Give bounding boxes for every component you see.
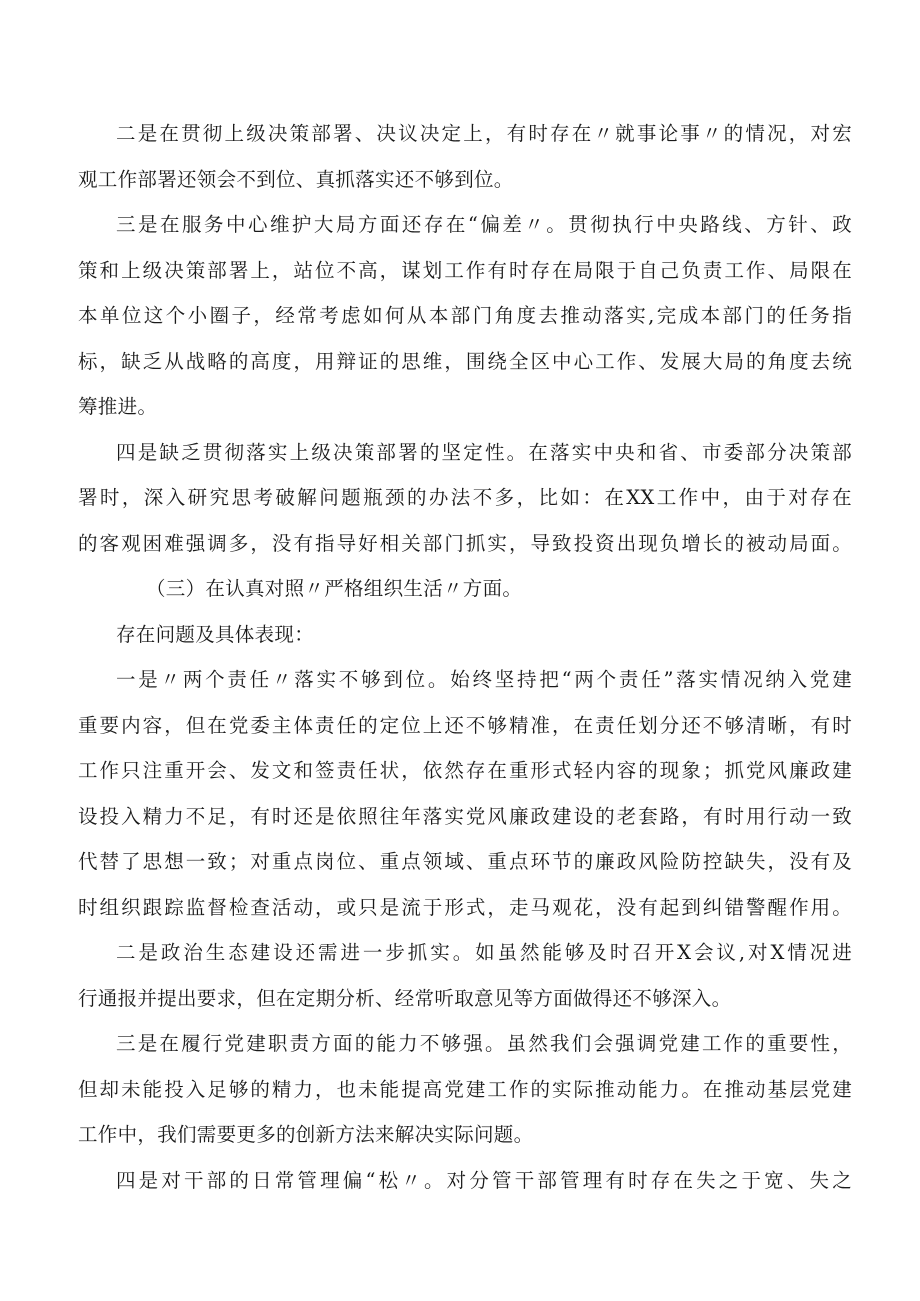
paragraph-line: 三是在服务中心维护大局方面还存在“偏差〃。贯彻执行中央路线、方针、政 bbox=[116, 213, 852, 236]
paragraph-line: 工作中，我们需要更多的创新方法来解决实际问题。 bbox=[78, 1123, 534, 1146]
paragraph-line: 四是缺乏贯彻落实上级决策部署的坚定性。在落实中央和省、市委部分决策部 bbox=[116, 441, 852, 464]
paragraph-line: 署时，深入研究思考破解问题瓶颈的办法不多，比如：在XX工作中，由于对存在 bbox=[78, 486, 852, 509]
paragraph-line: 策和上级决策部署上，站位不高，谋划工作有时存在局限于自己负责工作、局限在 bbox=[78, 259, 852, 282]
paragraph-line: 标，缺乏从战略的高度，用辩证的思维，围绕全区中心工作、发展大局的角度去统 bbox=[78, 350, 852, 373]
paragraph-line: 重要内容，但在党委主体责任的定位上还不够精准，在责任划分还不够清晰，有时 bbox=[78, 714, 852, 737]
paragraph-line: 工作只注重开会、发文和签责任状，依然存在重形式轻内容的现象；抓党风廉政建 bbox=[78, 759, 852, 782]
paragraph-line: 行通报并提出要求，但在定期分析、经常听取意见等方面做得还不够深入。 bbox=[78, 987, 732, 1010]
paragraph-line: 一是〃两个责任〃落实不够到位。始终坚持把“两个责任”落实情况纳入党建 bbox=[116, 668, 852, 691]
paragraph-line: 时组织跟踪监督检查活动，或只是流于形式，走马观花，没有起到纠错警醒作用。 bbox=[78, 896, 852, 919]
paragraph-line: 二是在贯彻上级决策部署、决议决定上，有时存在〃就事论事〃的情况，对宏 bbox=[116, 122, 852, 145]
paragraph-line: 三是在履行党建职责方面的能力不够强。虽然我们会强调党建工作的重要性， bbox=[116, 1032, 852, 1055]
paragraph-line: 的客观困难强调多，没有指导好相关部门抓实，导致投资出现负增长的被动局面。 bbox=[78, 532, 852, 555]
paragraph-line: 筹推进。 bbox=[78, 395, 158, 418]
paragraph-line: 二是政治生态建设还需进一步抓实。如虽然能够及时召开X会议,对X情况进 bbox=[116, 941, 852, 964]
paragraph-line: 代替了思想一致；对重点岗位、重点领域、重点环节的廉政风险防控缺失，没有及 bbox=[78, 850, 852, 873]
paragraph-line: 设投入精力不足，有时还是依照往年落实党风廉政建设的老套路，有时用行动一致 bbox=[78, 805, 852, 828]
paragraph-line: 四是对干部的日常管理偏“松〃。对分管干部管理有时存在失之于宽、失之 bbox=[116, 1169, 852, 1192]
section-heading: （三）在认真对照〃严格组织生活〃方面。 bbox=[146, 577, 523, 600]
paragraph-line: 存在问题及具体表现： bbox=[116, 623, 315, 646]
paragraph-line: 但却未能投入足够的精力，也未能提高党建工作的实际推动能力。在推动基层党建 bbox=[78, 1078, 852, 1101]
paragraph-line: 观工作部署还领会不到位、真抓落实还不够到位。 bbox=[78, 168, 514, 191]
paragraph-line: 本单位这个小圈子，经常考虑如何从本部门角度去推动落实,完成本部门的任务指 bbox=[78, 304, 852, 327]
